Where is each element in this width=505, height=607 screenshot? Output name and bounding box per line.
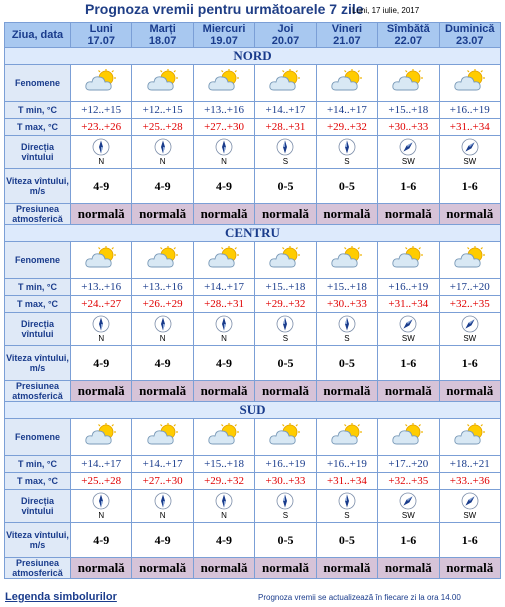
wind-direction-value: S — [344, 334, 350, 343]
wind-southwest-arrow-icon — [461, 492, 479, 510]
partly-cloudy-icon — [268, 423, 302, 447]
page-footer — [0, 588, 505, 607]
day-name: Duminică — [445, 23, 495, 35]
tmin-label: T min, °C — [5, 279, 71, 296]
phenomena-label: Fenomene — [5, 419, 71, 456]
wind-direction-cell — [439, 313, 500, 346]
wind-direction-value: S — [282, 157, 289, 166]
pressure-value: normală — [193, 204, 254, 225]
region-row — [5, 225, 501, 242]
header-row — [5, 23, 501, 48]
day-date: 17.07 — [87, 35, 115, 47]
wind-north-arrow-icon — [215, 492, 233, 510]
wind-direction-value: S — [344, 511, 350, 520]
pressure-value: normală — [132, 558, 193, 579]
wind-direction-value: N — [159, 334, 166, 343]
day-name: Miercuri — [202, 23, 246, 35]
partly-cloudy-icon — [207, 246, 241, 270]
wind-speed-value: 1-6 — [439, 346, 500, 381]
wind-southwest-arrow-icon — [461, 138, 479, 156]
partly-cloudy-icon — [453, 423, 487, 447]
wind-direction-value: N — [98, 157, 105, 166]
wind-south-arrow-icon — [338, 138, 356, 156]
tmax-value: +23..+26 — [71, 119, 132, 136]
phenomena-cell — [132, 242, 193, 279]
tmin-label: T min, °C — [5, 102, 71, 119]
tmax-row — [5, 473, 501, 490]
wind-direction-value: SW — [401, 334, 415, 343]
wind-speed-value: 0-5 — [316, 523, 377, 558]
tmax-value: +31..+34 — [439, 119, 500, 136]
wind-north-arrow-icon — [154, 138, 172, 156]
wind-direction-cell — [132, 490, 193, 523]
wind-direction-cell — [132, 136, 193, 169]
partly-cloudy-icon — [268, 246, 302, 270]
phenomena-cell — [71, 419, 132, 456]
tmax-value: +24..+27 — [71, 296, 132, 313]
wind-direction-cell — [132, 313, 193, 346]
tmax-value: +28..+31 — [255, 119, 316, 136]
day-date: 20.07 — [271, 35, 300, 47]
wind-direction-value: N — [159, 511, 166, 520]
wind-speed-row — [5, 523, 501, 558]
phenomena-cell — [378, 65, 439, 102]
tmax-value: +28..+31 — [193, 296, 254, 313]
partly-cloudy-icon — [268, 69, 302, 93]
tmax-value: +30..+33 — [316, 296, 377, 313]
day-name: Marți — [149, 23, 176, 35]
pressure-label: Presiunea atmosferică — [5, 204, 71, 225]
tmax-label: T max, °C — [5, 119, 71, 136]
partly-cloudy-icon — [330, 246, 364, 270]
partly-cloudy-icon — [330, 423, 364, 447]
wind-direction-cell — [316, 313, 377, 346]
tmax-value: +25..+28 — [132, 119, 193, 136]
partly-cloudy-icon — [453, 69, 487, 93]
region-row — [5, 402, 501, 419]
wind-speed-label: Viteza vîntului, m/s — [5, 523, 71, 558]
wind-southwest-arrow-icon — [399, 138, 417, 156]
page-title: Prognoza vremii pentru următoarele 7 zile — [85, 1, 364, 17]
phenomena-cell — [71, 65, 132, 102]
tmax-value: +33..+36 — [439, 473, 500, 490]
day-name: Sîmbătă — [386, 23, 430, 35]
wind-direction-row — [5, 313, 501, 346]
tmax-value: +25..+28 — [71, 473, 132, 490]
phenomena-cell — [316, 65, 377, 102]
tmin-value: +12..+15 — [132, 102, 193, 119]
tmax-value: +29..+32 — [316, 119, 377, 136]
wind-south-arrow-icon — [276, 138, 294, 156]
day-header — [255, 23, 316, 48]
phenomena-cell — [255, 242, 316, 279]
wind-direction-cell — [193, 136, 254, 169]
pressure-value: normală — [71, 204, 132, 225]
pressure-row — [5, 381, 501, 402]
tmax-row — [5, 119, 501, 136]
tmin-value: +13..+16 — [71, 279, 132, 296]
region-name: NORD — [5, 48, 501, 65]
wind-direction-cell — [378, 490, 439, 523]
wind-speed-value: 4-9 — [132, 346, 193, 381]
tmin-value: +16..+19 — [378, 279, 439, 296]
partly-cloudy-icon — [207, 69, 241, 93]
wind-speed-value: 0-5 — [316, 169, 377, 204]
wind-direction-value: S — [344, 157, 350, 166]
legend-link[interactable]: Legenda simbolurilor — [5, 591, 117, 603]
pressure-label: Presiunea atmosferică — [5, 381, 71, 402]
wind-direction-value: SW — [401, 157, 415, 166]
tmax-value: +32..+35 — [378, 473, 439, 490]
pressure-label: Presiunea atmosferică — [5, 558, 71, 579]
tmin-value: +14..+17 — [132, 456, 193, 473]
wind-direction-cell — [255, 313, 316, 346]
pressure-value: normală — [378, 381, 439, 402]
day-header — [378, 23, 439, 48]
tmin-value: +16..+19 — [316, 456, 377, 473]
wind-direction-cell — [71, 313, 132, 346]
wind-direction-cell — [316, 136, 377, 169]
wind-speed-row — [5, 169, 501, 204]
day-date: 22.07 — [394, 35, 423, 47]
phenomena-row — [5, 242, 501, 279]
tmin-value: +14..+17 — [255, 102, 316, 119]
tmax-value: +30..+33 — [255, 473, 316, 490]
tmax-label: T max, °C — [5, 296, 71, 313]
partly-cloudy-icon — [391, 246, 425, 270]
wind-direction-cell — [71, 490, 132, 523]
pressure-value: normală — [439, 558, 500, 579]
pressure-value: normală — [439, 204, 500, 225]
tmax-value: +29..+32 — [193, 473, 254, 490]
wind-north-arrow-icon — [92, 315, 110, 333]
pressure-row — [5, 558, 501, 579]
wind-south-arrow-icon — [338, 315, 356, 333]
tmin-row — [5, 456, 501, 473]
tmax-value: +32..+35 — [439, 296, 500, 313]
phenomena-cell — [316, 242, 377, 279]
day-date: 19.07 — [210, 35, 238, 47]
tmin-value: +15..+18 — [255, 279, 316, 296]
partly-cloudy-icon — [391, 69, 425, 93]
wind-south-arrow-icon — [338, 492, 356, 510]
wind-speed-value: 1-6 — [439, 523, 500, 558]
day-header — [316, 23, 377, 48]
wind-speed-label: Viteza vîntului, m/s — [5, 169, 71, 204]
forecast-table — [4, 22, 501, 579]
wind-direction-cell — [255, 490, 316, 523]
wind-southwest-arrow-icon — [399, 315, 417, 333]
wind-direction-cell — [316, 490, 377, 523]
phenomena-cell — [378, 419, 439, 456]
wind-speed-value: 4-9 — [71, 523, 132, 558]
wind-direction-cell — [378, 313, 439, 346]
wind-direction-value: SW — [463, 511, 477, 520]
wind-speed-value: 4-9 — [71, 346, 132, 381]
current-date: Luni, 17 iulie, 2017 — [352, 6, 420, 15]
wind-direction-row — [5, 490, 501, 523]
wind-speed-value: 4-9 — [193, 523, 254, 558]
update-note: Prognoza vremii se actualizează în fiecare zi la ora 14.00 — [258, 593, 461, 602]
phenomena-cell — [193, 65, 254, 102]
tmax-row — [5, 296, 501, 313]
phenomena-cell — [132, 65, 193, 102]
partly-cloudy-icon — [84, 423, 118, 447]
partly-cloudy-icon — [330, 69, 364, 93]
wind-speed-value: 1-6 — [439, 169, 500, 204]
wind-speed-value: 0-5 — [255, 523, 316, 558]
phenomena-cell — [439, 242, 500, 279]
day-header — [132, 23, 193, 48]
phenomena-cell — [316, 419, 377, 456]
wind-speed-value: 4-9 — [132, 523, 193, 558]
day-header — [193, 23, 254, 48]
pressure-value: normală — [71, 558, 132, 579]
tmax-value: +31..+34 — [378, 296, 439, 313]
partly-cloudy-icon — [84, 69, 118, 93]
partly-cloudy-icon — [453, 246, 487, 270]
wind-speed-value: 0-5 — [316, 346, 377, 381]
partly-cloudy-icon — [146, 69, 180, 93]
region-name: SUD — [5, 402, 501, 419]
wind-speed-value: 1-6 — [378, 523, 439, 558]
phenomena-cell — [255, 65, 316, 102]
pressure-value: normală — [71, 381, 132, 402]
tmin-label: T min, °C — [5, 456, 71, 473]
pressure-value: normală — [439, 381, 500, 402]
region-name: CENTRU — [5, 225, 501, 242]
wind-direction-cell — [193, 313, 254, 346]
wind-speed-value: 0-5 — [255, 346, 316, 381]
day-name: Luni — [89, 23, 113, 35]
phenomena-cell — [193, 419, 254, 456]
wind-direction-value: S — [282, 511, 289, 520]
wind-north-arrow-icon — [154, 492, 172, 510]
tmin-value: +17..+20 — [439, 279, 500, 296]
tmin-row — [5, 279, 501, 296]
phenomena-cell — [71, 242, 132, 279]
partly-cloudy-icon — [146, 423, 180, 447]
day-name: Joi — [277, 23, 294, 35]
phenomena-cell — [378, 242, 439, 279]
wind-direction-cell — [193, 490, 254, 523]
phenomena-row — [5, 65, 501, 102]
wind-direction-value: N — [221, 511, 227, 520]
pressure-value: normală — [255, 558, 316, 579]
tmin-value: +16..+19 — [255, 456, 316, 473]
wind-north-arrow-icon — [154, 315, 172, 333]
tmax-label: T max, °C — [5, 473, 71, 490]
wind-direction-value: SW — [401, 511, 415, 520]
tmin-value: +15..+18 — [316, 279, 377, 296]
tmax-value: +27..+30 — [193, 119, 254, 136]
wind-north-arrow-icon — [92, 138, 110, 156]
tmax-value: +29..+32 — [255, 296, 316, 313]
phenomena-label: Fenomene — [5, 242, 71, 279]
pressure-value: normală — [255, 381, 316, 402]
day-date-label: Ziua, data — [5, 23, 71, 48]
day-date: 18.07 — [148, 35, 177, 47]
wind-direction-value: SW — [463, 157, 477, 166]
wind-direction-label: Direcția vîntului — [5, 136, 71, 169]
wind-speed-value: 4-9 — [193, 169, 254, 204]
wind-speed-row — [5, 346, 501, 381]
wind-direction-label: Direcția vîntului — [5, 313, 71, 346]
tmin-value: +14..+17 — [193, 279, 254, 296]
wind-south-arrow-icon — [276, 315, 294, 333]
wind-direction-cell — [255, 136, 316, 169]
phenomena-cell — [193, 242, 254, 279]
wind-speed-value: 0-5 — [255, 169, 316, 204]
wind-direction-cell — [378, 136, 439, 169]
tmin-value: +16..+19 — [439, 102, 500, 119]
wind-direction-row — [5, 136, 501, 169]
page-header — [0, 0, 505, 22]
partly-cloudy-icon — [146, 246, 180, 270]
tmin-value: +18..+21 — [439, 456, 500, 473]
partly-cloudy-icon — [391, 423, 425, 447]
phenomena-cell — [132, 419, 193, 456]
pressure-value: normală — [378, 204, 439, 225]
wind-speed-value: 4-9 — [193, 346, 254, 381]
wind-direction-value: N — [221, 334, 227, 343]
wind-direction-value: N — [98, 511, 105, 520]
pressure-value: normală — [316, 204, 377, 225]
wind-southwest-arrow-icon — [399, 492, 417, 510]
wind-speed-label: Viteza vîntului, m/s — [5, 346, 71, 381]
wind-south-arrow-icon — [276, 492, 294, 510]
tmin-row — [5, 102, 501, 119]
wind-direction-label: Direcția vîntului — [5, 490, 71, 523]
wind-direction-value: N — [221, 157, 227, 166]
pressure-value: normală — [378, 558, 439, 579]
wind-north-arrow-icon — [215, 138, 233, 156]
tmin-value: +15..+18 — [378, 102, 439, 119]
pressure-row — [5, 204, 501, 225]
phenomena-cell — [439, 419, 500, 456]
day-name: Vineri — [331, 23, 363, 35]
tmin-value: +15..+18 — [193, 456, 254, 473]
day-header — [71, 23, 132, 48]
wind-speed-value: 4-9 — [71, 169, 132, 204]
wind-speed-value: 4-9 — [132, 169, 193, 204]
tmax-value: +31..+34 — [316, 473, 377, 490]
wind-speed-value: 1-6 — [378, 346, 439, 381]
wind-direction-cell — [439, 490, 500, 523]
day-date: 21.07 — [333, 35, 361, 47]
wind-direction-value: N — [98, 334, 105, 343]
tmax-value: +26..+29 — [132, 296, 193, 313]
day-header — [439, 23, 500, 48]
partly-cloudy-icon — [84, 246, 118, 270]
pressure-value: normală — [255, 204, 316, 225]
tmax-value: +30..+33 — [378, 119, 439, 136]
tmin-value: +12..+15 — [71, 102, 132, 119]
tmax-value: +27..+30 — [132, 473, 193, 490]
pressure-value: normală — [193, 558, 254, 579]
tmin-value: +14..+17 — [316, 102, 377, 119]
phenomena-label: Fenomene — [5, 65, 71, 102]
tmin-value: +14..+17 — [71, 456, 132, 473]
region-row — [5, 48, 501, 65]
phenomena-row — [5, 419, 501, 456]
phenomena-cell — [439, 65, 500, 102]
pressure-value: normală — [316, 381, 377, 402]
wind-direction-cell — [71, 136, 132, 169]
wind-direction-value: SW — [463, 334, 477, 343]
pressure-value: normală — [132, 381, 193, 402]
tmin-value: +13..+16 — [193, 102, 254, 119]
wind-southwest-arrow-icon — [461, 315, 479, 333]
pressure-value: normală — [132, 204, 193, 225]
wind-direction-cell — [439, 136, 500, 169]
phenomena-cell — [255, 419, 316, 456]
day-date: 23.07 — [456, 35, 484, 47]
wind-direction-value: S — [282, 334, 289, 343]
tmin-value: +13..+16 — [132, 279, 193, 296]
partly-cloudy-icon — [207, 423, 241, 447]
pressure-value: normală — [193, 381, 254, 402]
wind-speed-value: 1-6 — [378, 169, 439, 204]
tmin-value: +17..+20 — [378, 456, 439, 473]
wind-north-arrow-icon — [92, 492, 110, 510]
wind-north-arrow-icon — [215, 315, 233, 333]
wind-direction-value: N — [159, 157, 166, 166]
pressure-value: normală — [316, 558, 377, 579]
